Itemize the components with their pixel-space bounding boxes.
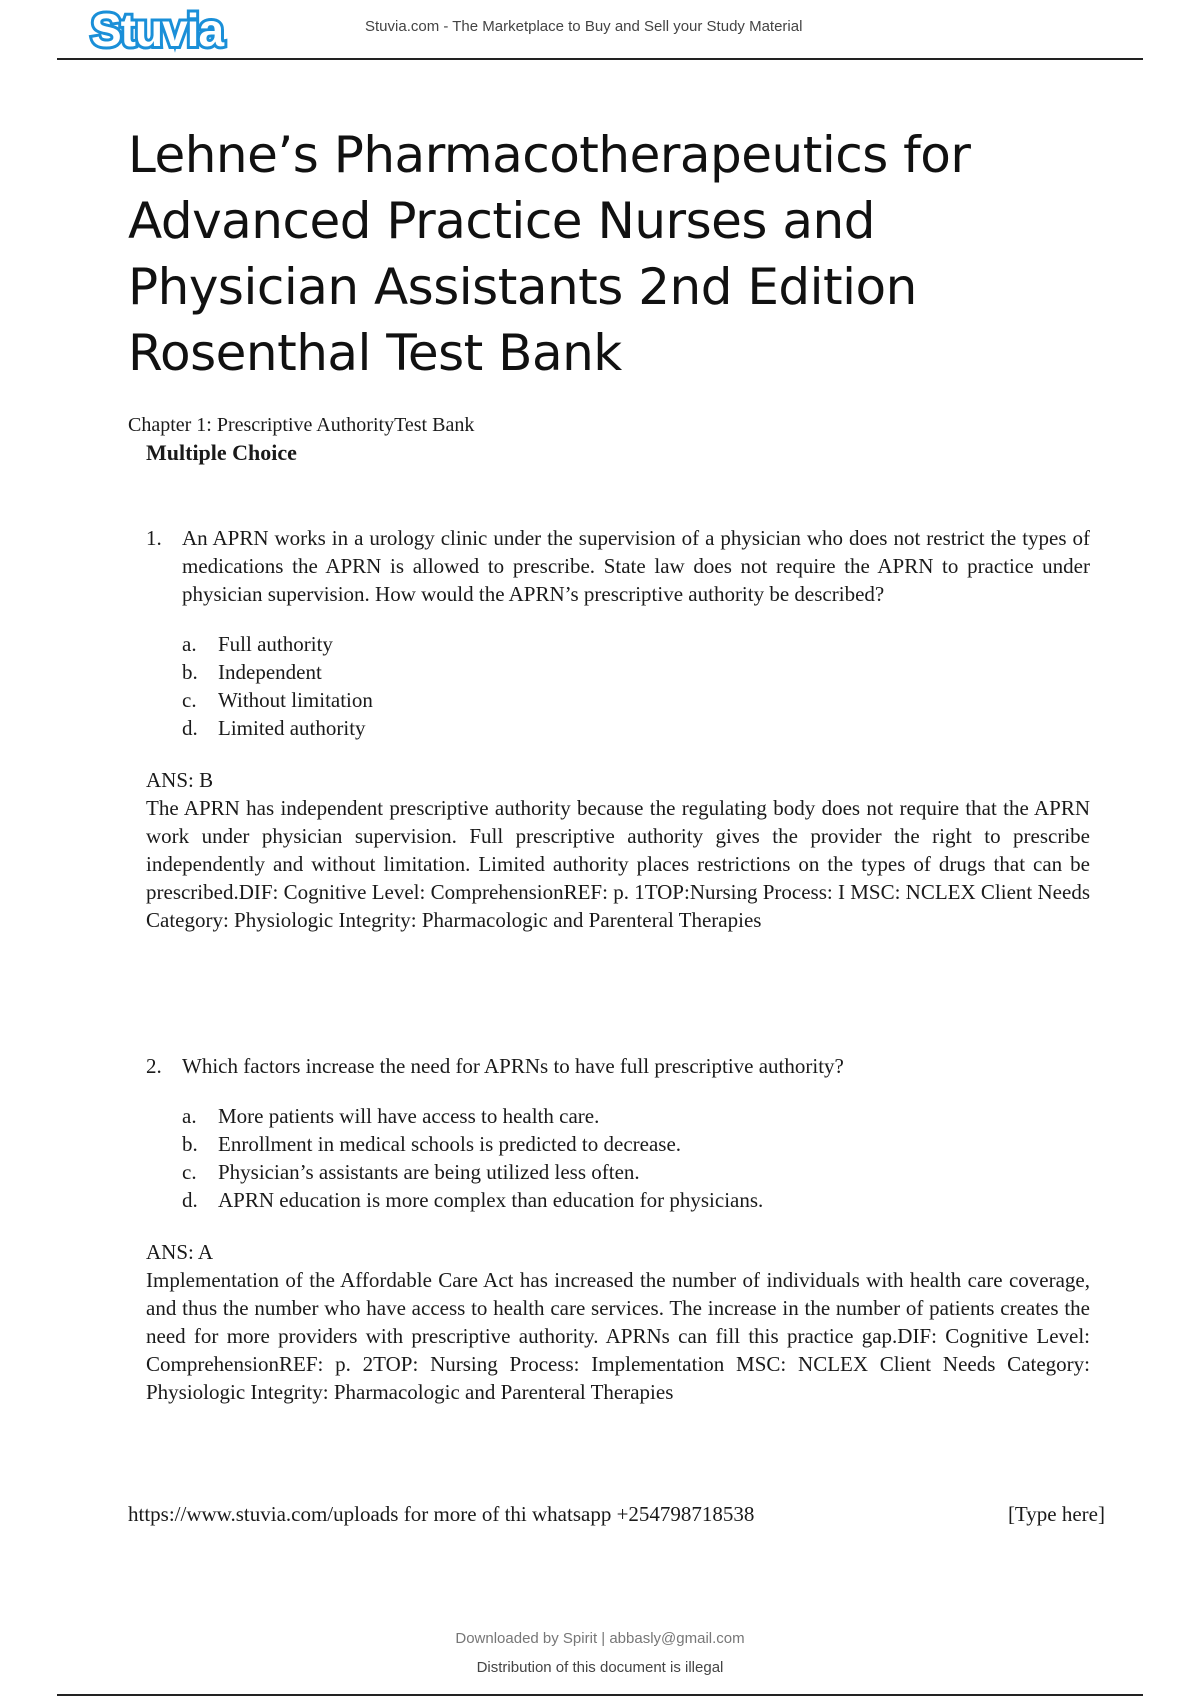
option-b (182, 1130, 1090, 1158)
question-number: 1. (146, 526, 162, 550)
option-b (182, 658, 1090, 686)
option-letter: a. (182, 632, 197, 656)
question-stem: Which factors increase the need for APRNs to have full prescriptive authority? (182, 1054, 844, 1078)
answer-key: ANS: A (146, 1240, 214, 1264)
logo-wordmark: Stuvia (91, 4, 224, 56)
option-letter: d. (182, 1188, 198, 1212)
question-2 (146, 1052, 1090, 1406)
option-text: Without limitation (218, 688, 373, 712)
option-a (182, 1102, 1090, 1130)
answer-key: ANS: B (146, 768, 214, 792)
option-text: APRN education is more complex than education for physicians. (218, 1188, 764, 1212)
rationale: The APRN has independent prescriptive authority because the regulating body does not require that the APRN work under physician supervision. Full prescriptive authority gives the provider the right to prescribe independently and without limitation. Limited authority places restrictions on the types of drugs that can be prescribed.DIF: Cognitive Level: ComprehensionREF: p. 1TOP:Nursing Process: I MSC: NCLEX Client Needs Category: Physiologic Integrity: Pharmacologic and Parenteral Therapies (146, 796, 1090, 932)
option-text: Limited authority (218, 716, 366, 740)
option-d (182, 714, 1090, 742)
rationale: Implementation of the Affordable Care Act has increased the number of individuals with health care coverage, and thus the number who have access to health care services. The increase in the number of patients creates the need for more providers with prescriptive authority. APRNs can fill this practice gap.DIF: Cognitive Level: ComprehensionREF: p. 2TOP: Nursing Process: Implementation MSC: NCLEX Client Needs Category: Physiologic Integrity: Pharmacologic and Parenteral Therapies (146, 1268, 1090, 1404)
section-heading: Multiple Choice (146, 440, 297, 465)
option-d (182, 1186, 1090, 1214)
question-stem: An APRN works in a urology clinic under the supervision of a physician who does not restrict the types of medications the APRN is allowed to prescribe. State law does not require the APRN to practice under physician supervision. How would the APRN’s prescriptive authority be described? (182, 526, 1090, 606)
option-letter: d. (182, 716, 198, 740)
chapter-heading: Chapter 1: Prescriptive AuthorityTest Bank (128, 414, 475, 436)
option-letter: b. (182, 660, 198, 684)
option-c (182, 1158, 1090, 1186)
option-text: Full authority (218, 632, 333, 656)
option-text: Independent (218, 660, 322, 684)
question-number: 2. (146, 1054, 162, 1078)
page-header (57, 0, 1143, 60)
option-text: More patients will have access to health care. (218, 1104, 600, 1128)
footer-divider (57, 1694, 1143, 1696)
answer-options (182, 1102, 1090, 1214)
option-letter: c. (182, 688, 197, 712)
question-1 (146, 524, 1090, 934)
footer-placeholder: [Type here] (1007, 1502, 1105, 1526)
footer-link[interactable]: https://www.stuvia.com/uploads for more of thi whatsapp +254798718538 (128, 1502, 755, 1526)
option-letter: c. (182, 1160, 197, 1184)
option-text: Physician’s assistants are being utilized less often. (218, 1160, 640, 1184)
distribution-notice: Distribution of this document is illegal (476, 1659, 724, 1676)
document-title: Lehne’s Pharmacotherapeutics for Advanced Practice Nurses and Physician Assistants 2nd Edition Rosenthal Test Bank (128, 126, 971, 382)
answer-options (182, 630, 1090, 742)
option-letter: b. (182, 1132, 198, 1156)
site-tagline: Stuvia.com - The Marketplace to Buy and Sell your Study Material (365, 18, 803, 35)
option-letter: a. (182, 1104, 197, 1128)
option-text: Enrollment in medical schools is predicted to decrease. (218, 1132, 682, 1156)
option-c (182, 686, 1090, 714)
stuvia-logo[interactable] (87, 4, 287, 56)
option-a (182, 630, 1090, 658)
download-notice: Downloaded by Spirit | abbasly@gmail.com (455, 1630, 745, 1647)
